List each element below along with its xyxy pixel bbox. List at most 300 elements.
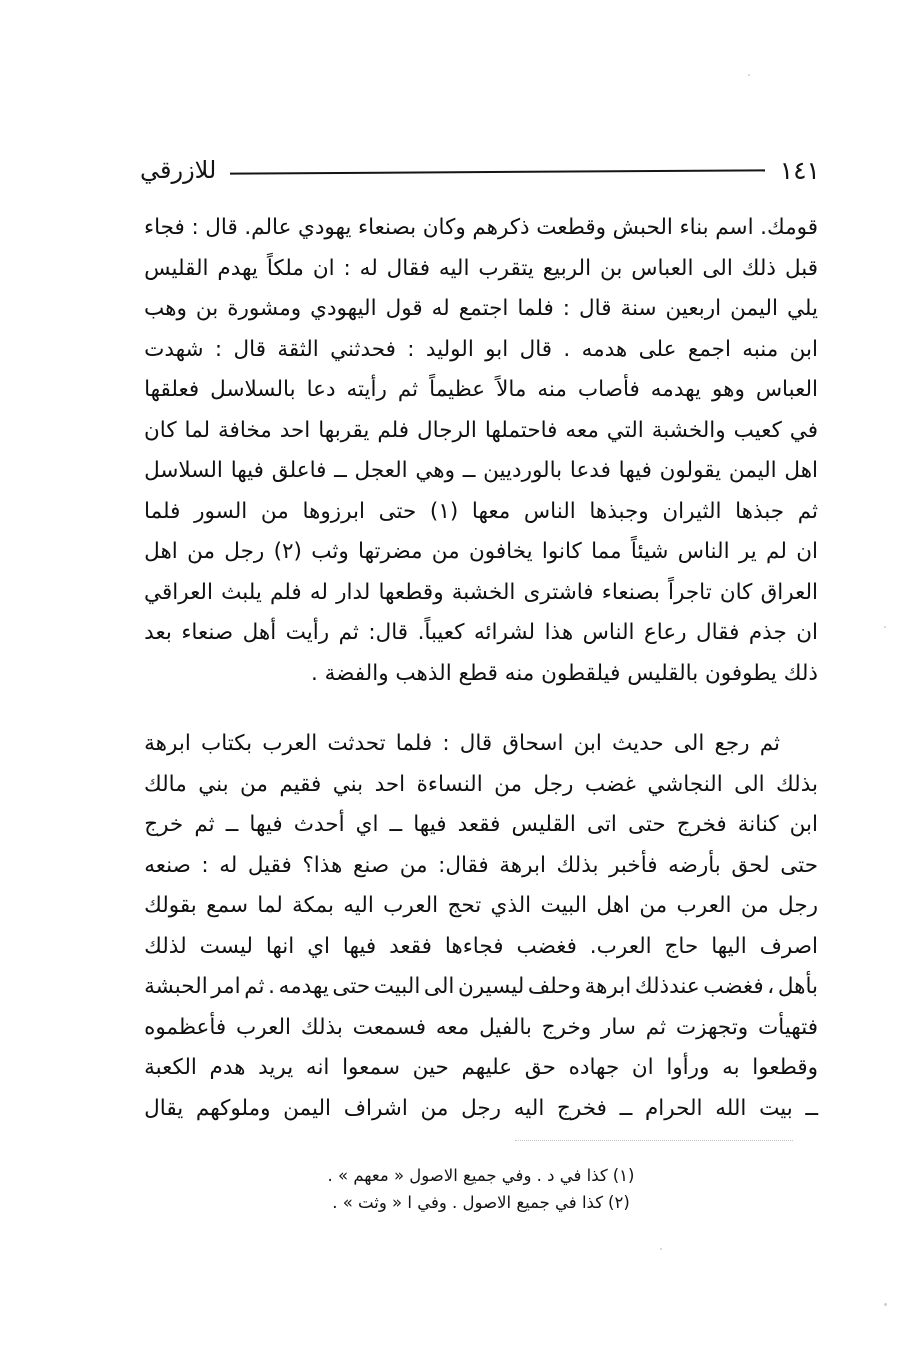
word: الذي xyxy=(490,893,532,918)
word: عالم. xyxy=(244,215,292,240)
word: فغضب xyxy=(703,974,764,999)
word: فعلقها xyxy=(144,377,200,402)
word: العرب xyxy=(236,1014,292,1040)
footnote-marker: (٢) xyxy=(608,1193,630,1212)
word: بني xyxy=(332,771,364,797)
word: وجبذها xyxy=(589,498,649,524)
word: كعيباً. xyxy=(417,620,465,645)
word: (١) xyxy=(429,498,459,524)
word: وثب xyxy=(311,539,349,564)
word: قال xyxy=(579,296,612,321)
word: فيها xyxy=(618,458,652,483)
word: وقطعت xyxy=(536,215,607,240)
word: هدمه xyxy=(581,336,628,362)
word: مما xyxy=(591,539,622,564)
paragraph-1 xyxy=(144,208,818,694)
word: صنعه xyxy=(144,852,191,878)
footnote-item xyxy=(144,1162,818,1189)
word: رجل xyxy=(533,771,574,797)
word: فلما xyxy=(144,498,181,524)
word: ابن xyxy=(789,336,818,362)
word: فقال: xyxy=(438,852,489,878)
word: قال xyxy=(519,336,553,362)
word: بالسلاسل xyxy=(210,377,296,402)
word: رعاع xyxy=(643,620,687,645)
word: قال xyxy=(459,731,493,756)
word: ورأوا xyxy=(666,1055,710,1080)
text-line xyxy=(144,967,818,1008)
word: اربعين xyxy=(665,296,722,321)
word: تاجراً xyxy=(668,579,712,605)
word: أهل xyxy=(242,620,277,645)
word: انه xyxy=(305,1055,330,1080)
word: بمكة xyxy=(292,893,334,918)
word: فغضب xyxy=(516,933,577,959)
footnote-item xyxy=(144,1189,818,1216)
word: الحرام xyxy=(644,1095,703,1121)
word: ثم xyxy=(194,812,215,837)
word: يريد xyxy=(258,1055,294,1080)
word: وتجهزت xyxy=(675,1014,749,1040)
text-line-first-indented xyxy=(144,724,818,765)
word: ثم xyxy=(244,974,265,999)
word: فيها xyxy=(230,458,264,483)
word: في xyxy=(789,417,818,443)
word: امر xyxy=(211,974,241,999)
word: يهودي xyxy=(298,215,352,240)
text-line xyxy=(144,208,818,249)
word: ذلك xyxy=(741,255,777,281)
word: ملكاً xyxy=(266,255,304,281)
text-line xyxy=(144,1089,818,1130)
word: فقيل xyxy=(247,852,292,878)
word: لدار xyxy=(336,579,371,605)
footnote-marker: (١) xyxy=(612,1166,635,1185)
footnote-text: كذا في د . وفي جميع الاصول « معهم » . xyxy=(327,1166,608,1185)
word: وهو xyxy=(712,377,745,402)
word: سمعوا xyxy=(342,1055,400,1080)
word: فلما xyxy=(395,731,433,756)
word: من xyxy=(260,498,289,524)
word: بصنعاء xyxy=(601,579,660,605)
word: به xyxy=(722,1055,740,1080)
word: التي xyxy=(606,417,644,443)
word: اليه xyxy=(513,1095,545,1121)
word: رجل xyxy=(461,1095,502,1121)
word: ثم xyxy=(645,1014,667,1040)
word: وقطعوا xyxy=(752,1055,818,1080)
word: وقطعها xyxy=(378,579,444,605)
word: : xyxy=(191,215,199,240)
word: من xyxy=(420,1095,449,1121)
text-line-with-footnote-ref-2 xyxy=(144,532,818,573)
word: تحج xyxy=(447,893,482,918)
word: قال xyxy=(233,336,266,362)
word: بذلك xyxy=(776,771,818,797)
word: العباس xyxy=(755,377,818,402)
word: بذلك xyxy=(300,1014,343,1040)
word: انها xyxy=(265,933,295,959)
scan-speck xyxy=(748,74,750,76)
word: كان xyxy=(719,579,753,605)
word: وهي xyxy=(415,458,456,483)
word: البيت xyxy=(540,893,588,918)
word: ابرهة xyxy=(144,731,191,756)
word: اصرف xyxy=(759,933,818,959)
word: له xyxy=(359,255,378,281)
word: يقولون xyxy=(659,458,722,483)
word: فقعد xyxy=(389,933,432,959)
word: حديث xyxy=(612,731,664,756)
word: ــ xyxy=(619,1095,633,1121)
word: حق xyxy=(524,1055,556,1080)
word: البيت xyxy=(373,974,421,999)
word: حتى xyxy=(378,498,417,524)
word: فأخبر xyxy=(609,852,658,878)
word: حتى xyxy=(332,974,371,999)
running-head-title: للازرقي xyxy=(140,156,217,184)
word: القليس xyxy=(511,812,576,837)
text-line xyxy=(144,370,818,411)
word: الى xyxy=(702,255,733,281)
word: من xyxy=(740,893,769,918)
word: ابن xyxy=(789,812,818,837)
paragraph-2 xyxy=(144,724,818,1129)
word: كعيب xyxy=(733,417,782,443)
word: ابرزوها xyxy=(302,498,365,524)
text-line xyxy=(144,1048,818,1089)
word: ثم xyxy=(797,498,818,524)
word: بقولك xyxy=(144,893,197,918)
text-line xyxy=(144,330,818,371)
word: شهدت xyxy=(144,336,204,362)
word: من xyxy=(431,539,460,564)
word: ــ xyxy=(462,458,476,483)
word: تحدثت xyxy=(327,731,386,756)
word: ابرهة xyxy=(499,852,546,878)
word: فلما xyxy=(517,296,554,321)
text-line xyxy=(144,886,818,927)
footnote-separator xyxy=(515,1140,793,1142)
word: بعد xyxy=(144,620,172,645)
word: النجاشي xyxy=(647,771,723,797)
word: أحدث xyxy=(293,812,345,837)
word: كانوا xyxy=(541,539,582,564)
word: . xyxy=(563,336,571,362)
word: حتى xyxy=(780,852,818,878)
word: ــ xyxy=(225,812,239,837)
word: قال xyxy=(205,215,238,240)
word: فجاءها xyxy=(444,933,504,959)
word: لما xyxy=(257,893,283,918)
word: فلم xyxy=(377,417,410,443)
scan-speck xyxy=(884,626,886,628)
word: فدعا xyxy=(569,458,611,483)
word: حتى xyxy=(627,812,666,837)
text-line xyxy=(144,765,818,806)
word: العجل xyxy=(354,458,408,483)
word: اليه xyxy=(343,893,374,918)
word: ثم xyxy=(397,377,419,402)
text-line xyxy=(144,1008,818,1049)
word: بأرضه xyxy=(668,852,721,878)
word: رجل xyxy=(778,893,818,918)
word: بناء xyxy=(679,215,709,240)
word: اليمن xyxy=(730,296,778,321)
word: السلاسل xyxy=(144,458,223,483)
word: كان xyxy=(144,417,177,443)
word: الحبش xyxy=(612,215,673,240)
word: غضب xyxy=(584,771,636,797)
page-number: ١٤١ xyxy=(779,155,820,185)
word: شيئاً xyxy=(630,539,669,564)
scan-speck xyxy=(660,1248,662,1250)
word: قبل xyxy=(784,255,818,281)
word: مخافة xyxy=(218,417,272,443)
word: دعا xyxy=(306,377,336,402)
word: له xyxy=(219,852,238,878)
word: فسمعت xyxy=(352,1014,427,1040)
word: . xyxy=(268,974,275,999)
text-line xyxy=(144,846,818,887)
word: الخشبة xyxy=(451,579,516,605)
word: الحبشة xyxy=(144,974,208,999)
word: ان xyxy=(631,1055,654,1080)
word: والخشبة xyxy=(651,417,726,443)
word: الناس xyxy=(582,620,635,645)
word: اسحاق xyxy=(502,731,564,756)
word: بن xyxy=(600,255,623,281)
word: الناس xyxy=(523,498,576,524)
word: بذلك xyxy=(556,852,599,878)
word: ــ xyxy=(805,1095,818,1121)
footnote-text: كذا في جميع الاصول . وفي ا « وثت » . xyxy=(332,1193,604,1212)
word: حاج xyxy=(664,933,699,959)
word: اليمن xyxy=(728,458,777,483)
word: من xyxy=(494,771,523,797)
word: ثم xyxy=(338,620,359,645)
word: النساءة xyxy=(416,771,483,797)
word: رجع xyxy=(714,731,750,756)
running-head xyxy=(140,148,820,192)
word: العرب. xyxy=(589,933,652,959)
word: اليمن xyxy=(283,1095,331,1121)
word: له xyxy=(309,579,328,605)
text-line xyxy=(144,411,818,452)
word: القليس xyxy=(144,255,209,281)
word: لحق xyxy=(731,852,770,878)
word: هذا؟ xyxy=(302,852,343,878)
word: ــ xyxy=(389,812,403,837)
word: مالاً xyxy=(496,377,527,402)
word: الثيران xyxy=(662,498,722,524)
word: يهدمه xyxy=(650,377,702,402)
word: اجمع xyxy=(687,336,731,362)
word: اجتمع xyxy=(458,296,509,321)
word: فقال xyxy=(696,620,740,645)
word: فحدثني xyxy=(330,336,396,362)
word: عندذلك xyxy=(634,974,700,999)
word: اتى xyxy=(587,812,617,837)
word: مالك xyxy=(144,771,187,797)
word: لما xyxy=(184,417,211,443)
word: الثقة xyxy=(277,336,319,362)
word: : xyxy=(407,336,415,362)
word: قومك. xyxy=(760,215,818,240)
word: لشرائه xyxy=(474,620,536,645)
word: من xyxy=(639,893,668,918)
word: سار xyxy=(600,1014,636,1040)
word: فأعظموه xyxy=(144,1014,227,1040)
word: فتهيأت xyxy=(758,1014,818,1040)
word: ابن xyxy=(573,731,602,756)
word: فقيم xyxy=(279,771,322,797)
running-head-rule xyxy=(230,169,765,174)
word: من xyxy=(399,852,428,878)
word: ليسيرن xyxy=(457,974,525,999)
word: منه xyxy=(537,377,567,402)
word: صنعاء xyxy=(181,620,234,645)
word: العراق xyxy=(760,579,818,605)
word: سمع xyxy=(206,893,248,918)
footnote-list xyxy=(144,1162,818,1216)
text-line xyxy=(144,249,818,290)
word: وخرج xyxy=(541,1014,592,1040)
word: بصنعاء xyxy=(358,215,417,240)
word: وملوكهم xyxy=(195,1095,271,1121)
word: اي xyxy=(355,812,379,837)
word: العرب xyxy=(676,893,732,918)
word: : xyxy=(562,296,571,321)
word: حين xyxy=(412,1055,449,1080)
scan-speck xyxy=(884,1303,887,1306)
word: عليهم xyxy=(461,1055,513,1080)
word: فجاء xyxy=(144,215,185,240)
word: اليهودي xyxy=(310,296,377,321)
word: جبذها xyxy=(735,498,785,524)
word: سنة xyxy=(620,296,657,321)
word: فيها xyxy=(249,812,283,837)
word: صنع xyxy=(352,852,390,878)
word: الكعبة xyxy=(144,1055,197,1080)
word: رجل xyxy=(224,539,265,564)
word: ابرهة xyxy=(584,974,632,999)
word: يهدم xyxy=(217,255,258,281)
word: ليست xyxy=(199,933,253,959)
word: الى xyxy=(423,974,455,999)
word: يتقرب xyxy=(478,255,534,281)
word: عظيماً xyxy=(429,377,486,402)
body-text xyxy=(144,208,818,1129)
word: كنانة xyxy=(737,812,779,837)
word: على xyxy=(638,336,677,362)
word: قول xyxy=(385,296,423,321)
word: بالورديين xyxy=(483,458,563,483)
word: الى xyxy=(734,771,765,797)
text-line xyxy=(144,805,818,846)
word: رأيت xyxy=(285,620,330,645)
word: : xyxy=(201,852,209,878)
word: اهل xyxy=(784,458,818,483)
word: الناس xyxy=(677,539,730,564)
word: اليها xyxy=(711,933,747,959)
word: منبه xyxy=(742,336,779,362)
word: ومشورة xyxy=(227,296,302,321)
word: يلي xyxy=(786,296,818,321)
word: العباس xyxy=(631,255,694,281)
text-line xyxy=(144,451,818,492)
word: وحلف xyxy=(527,974,581,999)
word: اي xyxy=(307,933,330,959)
word: فاعلق xyxy=(271,458,327,483)
word: احد xyxy=(374,771,406,797)
word: ابو xyxy=(485,336,509,362)
word: بالفيل xyxy=(479,1014,532,1040)
word: اهل xyxy=(596,893,630,918)
word: فيها xyxy=(413,812,447,837)
word: هدم xyxy=(209,1055,246,1080)
word: فيها xyxy=(342,933,377,959)
word: معه xyxy=(565,417,599,443)
word: معه xyxy=(435,1014,470,1040)
word: من xyxy=(187,539,215,564)
word: فقال xyxy=(386,255,430,281)
word: بن xyxy=(195,296,219,321)
word: ير xyxy=(738,539,757,564)
word: ــ xyxy=(334,458,347,483)
word: هذا xyxy=(544,620,574,645)
word: جذم xyxy=(748,620,787,645)
word: بني xyxy=(198,771,229,797)
word: يقال xyxy=(144,1095,184,1121)
word: فاحتملها xyxy=(484,417,558,443)
word: الرجال xyxy=(417,417,477,443)
word: خرج xyxy=(144,812,184,837)
word: السور xyxy=(194,498,248,524)
word: فخرج xyxy=(676,812,727,837)
word: بيت xyxy=(759,1095,793,1121)
text-line-last: ذلك يطوفون بالقليس فيلقطون منه قطع الذهب والفضة . xyxy=(310,660,818,686)
word: وهب xyxy=(144,296,187,321)
word: العرب xyxy=(262,731,318,756)
word: الله xyxy=(715,1095,747,1121)
word: (٢) xyxy=(273,539,302,564)
word: العرب xyxy=(383,893,439,918)
word: فلم xyxy=(269,579,302,605)
word: اهل xyxy=(144,539,178,564)
word: معها xyxy=(471,498,511,524)
text-line xyxy=(144,289,818,330)
word: من xyxy=(240,771,268,797)
text-line-with-footnote-ref-1 xyxy=(144,492,818,533)
word: فأصاب xyxy=(577,377,640,402)
word: يهدمه xyxy=(278,974,329,999)
word: الى xyxy=(673,731,705,756)
text-line xyxy=(144,573,818,614)
word: فخرج xyxy=(557,1095,607,1121)
text-line xyxy=(144,927,818,968)
word: احد xyxy=(279,417,311,443)
word: ذكرهم xyxy=(472,215,530,240)
word: فاشترى xyxy=(523,579,594,605)
word: : xyxy=(343,255,351,281)
word: يقربها xyxy=(318,417,370,443)
word: اليه xyxy=(438,255,470,281)
word: فقعد xyxy=(457,812,501,837)
word: اشراف xyxy=(343,1095,408,1121)
word: له xyxy=(431,296,450,321)
word: رأيته xyxy=(346,377,387,402)
